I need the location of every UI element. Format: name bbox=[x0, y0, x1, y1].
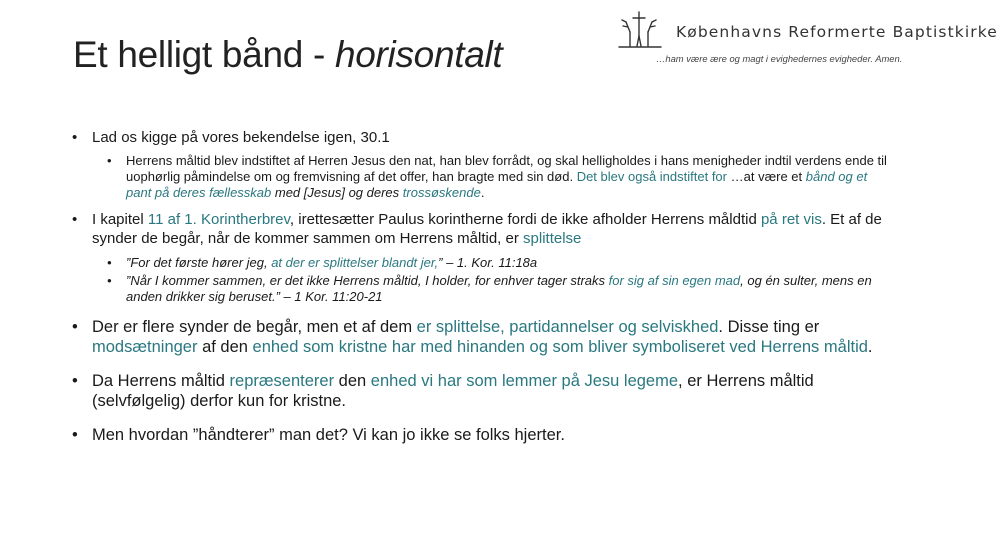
title-italic: horisontalt bbox=[334, 34, 503, 75]
bullet-text-run: Der er flere synder de begår, men et af dem bbox=[92, 318, 417, 336]
bullet-text-run: Det blev også indstiftet for bbox=[576, 169, 727, 184]
bullet-text-run: I kapitel bbox=[92, 211, 148, 228]
bullet-quote-2 bbox=[107, 273, 892, 305]
bullet-text-run: Herrens måltid blev indstiftet af Herren Jesus den nat, han blev forrådt, og skal helligholdes i hans menigheder indtil verdens ende til uophørlig påmindelse om og fremvisning af det offer, han bragte med sin død. bbox=[126, 153, 887, 184]
title-main: Et helligt bånd - bbox=[73, 34, 335, 75]
logo-tagline: …ham være ære og magt i evighedernes evigheder. Amen. bbox=[656, 53, 903, 64]
bullet-text-run: er splittelse, partidannelser og selviskhed bbox=[416, 318, 719, 336]
bullet-text-run: repræsenterer bbox=[229, 372, 335, 390]
church-name: Københavns Reformerte Baptistkirke bbox=[676, 23, 998, 41]
bullet-unity bbox=[72, 371, 892, 411]
bullet-confession bbox=[72, 128, 892, 147]
bullet-text-run: Men hvordan ”håndterer” man det? Vi kan jo ikke se folks hjerter. bbox=[92, 426, 565, 444]
bullet-text-run: Da Herrens måltid bbox=[92, 372, 230, 390]
bullet-text-run: 30.1 bbox=[360, 129, 390, 146]
bullet-text-run: trossøskende bbox=[402, 185, 481, 200]
bullet-text-run: med [Jesus] og deres bbox=[271, 185, 403, 200]
bullet-corinthians bbox=[72, 210, 892, 248]
bullet-text-run: den bbox=[334, 372, 371, 390]
bullet-text-run: . bbox=[867, 338, 873, 356]
bullet-quote-1 bbox=[107, 255, 892, 271]
bullet-text-run: modsætninger bbox=[92, 338, 198, 356]
bullet-text-run: enhed som kristne har med hinanden og som bliver symboliseret ved Herrens måltid bbox=[252, 338, 868, 356]
bullet-text-run: ” – 1. Kor. 11:18a bbox=[438, 255, 538, 270]
bullet-text-run: bånd og et pant på deres fællesskab bbox=[126, 169, 868, 200]
bullet-text-run: . Et af de synder de begår, når de kommer sammen om Herrens måltid, er bbox=[92, 211, 882, 247]
slide-title bbox=[73, 34, 502, 76]
bullet-confession-quote bbox=[107, 153, 892, 201]
bullet-text-run: ”For det første hører jeg, bbox=[126, 255, 272, 270]
bullet-text-run: …at være et bbox=[727, 169, 806, 184]
bullet-text-run: , irettesætter Paulus korintherne fordi de ikke afholder Herrens måldtid bbox=[289, 211, 761, 228]
bullet-division bbox=[72, 317, 892, 357]
bullet-text-run: . Disse ting er bbox=[718, 318, 820, 336]
bullet-text-run: af den bbox=[197, 338, 253, 356]
bullet-text-run: 11 af 1. Korintherbrev bbox=[147, 211, 290, 228]
bullet-text-run: splittelse bbox=[523, 230, 582, 247]
bullet-text-run: på ret vis bbox=[760, 211, 822, 228]
cross-tree-logo-icon bbox=[617, 10, 675, 50]
bullet-text-run: . bbox=[480, 185, 485, 200]
bullet-text-run: at der er splittelser blandt jer, bbox=[271, 255, 439, 270]
bullet-question bbox=[72, 425, 892, 445]
bullet-text-run: for sig af sin egen mad bbox=[608, 273, 741, 288]
bullet-text-run: ”Når I kommer sammen, er det ikke Herrens måltid, I holder, for enhver tager straks bbox=[126, 273, 609, 288]
bullet-text-run: , er Herrens måltid (selvfølgelig) derfor kun for kristne. bbox=[92, 372, 814, 410]
bullet-text-run: enhed vi har som lemmer på Jesu legeme bbox=[370, 372, 679, 390]
bullet-text-run: , og én sulter, mens en anden drikker sig beruset.” – 1 Kor. 11:20-21 bbox=[126, 273, 872, 304]
bullet-text-run: Lad os kigge på vores bekendelse igen, bbox=[92, 129, 361, 146]
bullet-list bbox=[72, 128, 892, 445]
